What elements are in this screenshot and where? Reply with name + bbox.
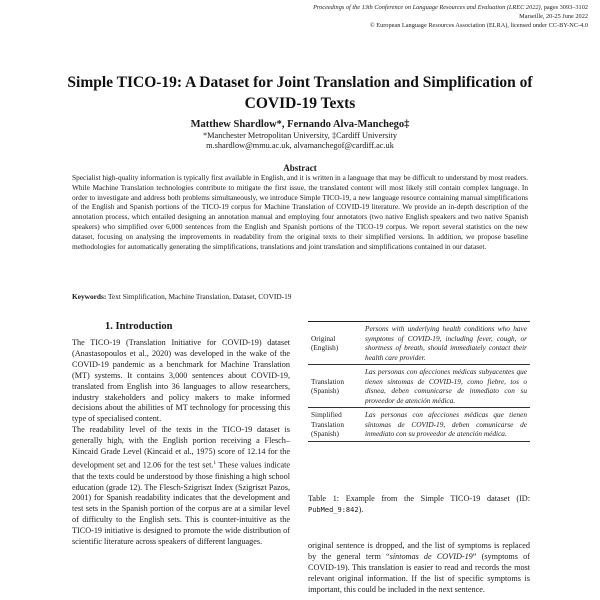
- section-title-introduction: 1. Introduction: [105, 321, 173, 332]
- right-text-a: original sentence is dropped, and the list of symptoms is replaced by the general term “: [308, 541, 530, 561]
- intro-paragraph-2-a: The readability level of the texts in the TICO-19 dataset is generally high, with the English portion receiving a Flesch–Kincaid Grade Level (Kincaid et al., 1975) score of 12.14 for the development set and 12.06 for the test set.: [72, 425, 290, 470]
- row-text: Las personas con afecciones médicas que tienen síntomas de COVID-19, deben comunicarse de inmediato con su proveedor de atención médica.: [362, 408, 530, 442]
- table-row: [308, 365, 530, 408]
- caption-text: Table 1: Example from the Simple TICO-19 dataset (ID:: [308, 494, 530, 503]
- table-row: [308, 408, 530, 442]
- caption-end: ).: [358, 505, 364, 514]
- footnote-marker[interactable]: 1: [213, 459, 217, 466]
- row-label: Translation (Spanish): [308, 365, 362, 408]
- row-text: Las personas con afecciones médicas subyacentes que tienen síntomas de COVID-19, como fiebre, tos o disnea, deben comunicarse de inmediato con su proveedor de atención médica.: [362, 365, 530, 408]
- venue-text: Proceedings of the 13th Conference on Language Resources and Evaluation (LREC 2022): [313, 4, 541, 11]
- right-text-b: ” (symptoms of COVID-19). This translation is easier to read and records the most relevant original information. If the list of specific symptoms is important, this could be included in the next sentence.: [308, 551, 530, 594]
- row-label: Simplified Translation (Spanish): [308, 408, 362, 442]
- row-text: Persons with underlying health conditions who have symptoms of COVID-19, including fever, cough, or shortness of breath, should immediately contact their health care provider.: [362, 322, 530, 365]
- location-text: Marseille, 20-25 June 2022: [519, 13, 588, 20]
- affiliation-line: *Manchester Metropolitan University, ‡Cardiff University: [202, 131, 397, 140]
- table-row: [308, 322, 530, 365]
- paper-authors: Matthew Shardlow*, Fernando Alva-Manchego‡: [190, 119, 410, 130]
- example-table: [308, 321, 530, 442]
- license-text: © European Language Resources Association (ELRA), licensed under CC-BY-NC-4.0: [369, 22, 588, 29]
- caption-id: PubMed_9:842: [308, 506, 359, 514]
- keywords: [72, 292, 528, 301]
- abstract-text: Specialist high-quality information is typically first available in English, and it is written in a language that may be difficult to understand by most readers. While Machine Translation technologies contribute to mitigate the first issue, the translated content will most likely still contain complex language. In order to investigate and address both problems simultaneously, we introduce Simple TICO-19, a new language resource containing manual simplifications of the English and Spanish portions of the TICO-19 corpus for Machine Translation of COVID-19 literature. We provide an in-depth description of the annotation process, which entailed designing an annotation manual and employing four annotators (two native English speakers and two native Spanish speakers) who simplified over 6,000 sentences from the English and Spanish portions of the TICO-19 corpus. We report several statistics on the new dataset, focusing on analysing the improvements in readability from the original texts to their simplified versions. In addition, we propose baseline methodologies for automatically generating the simplifications, translations and joint translation and simplifications contained in our dataset.: [72, 173, 528, 251]
- right-column-text: [308, 541, 530, 596]
- affiliations: [80, 131, 520, 151]
- keywords-label: Keywords:: [72, 292, 107, 301]
- pages-text: , pages 3093–3102: [540, 4, 588, 11]
- proceedings-header: [168, 3, 588, 30]
- intro-paragraph-2: [72, 425, 290, 548]
- left-column: [72, 338, 290, 548]
- abstract-heading: Abstract: [283, 163, 317, 173]
- intro-paragraph-2-b: These values indicate that the texts could be understood by those finishing a high school education (grade 12). The Flesch-Szigriszt Index (Szigriszt Pazos, 2001) for Spanish readability indicates that the development and test sets in the Spanish portion of the corpus are at a similar level of difficulty to the English sets. This is counter-intuitive as the TICO-19 initiative is designed to promote the wide distribution of scientific literature across speakers of different languages.: [72, 460, 290, 547]
- keywords-text: Text Simplification, Machine Translation, Dataset, COVID-19: [106, 292, 292, 301]
- intro-paragraph-1: The TICO-19 (Translation Initiative for COVID-19) dataset (Anastasopoulos et al., 2020) was developed in the wake of the COVID-19 pandemic as a benchmark for Machine Translation (MT) systems. It contains 3,000 sentences about COVID-19, translated from English into 36 languages to allow researchers, industry stakeholders and policy makers to make informed decisions about the abilities of MT technology for processing this type of specialised content.: [72, 338, 290, 424]
- right-text-italic: síntomas de COVID-19: [389, 551, 473, 561]
- table-caption: [308, 493, 530, 516]
- row-label: Original (English): [308, 322, 362, 365]
- paper-title: Simple TICO-19: A Dataset for Joint Translation and Simplification of COVID-19 Texts: [67, 74, 533, 112]
- email-line: m.shardlow@mmu.ac.uk, alvamanchegof@cardiff.ac.uk: [206, 141, 394, 150]
